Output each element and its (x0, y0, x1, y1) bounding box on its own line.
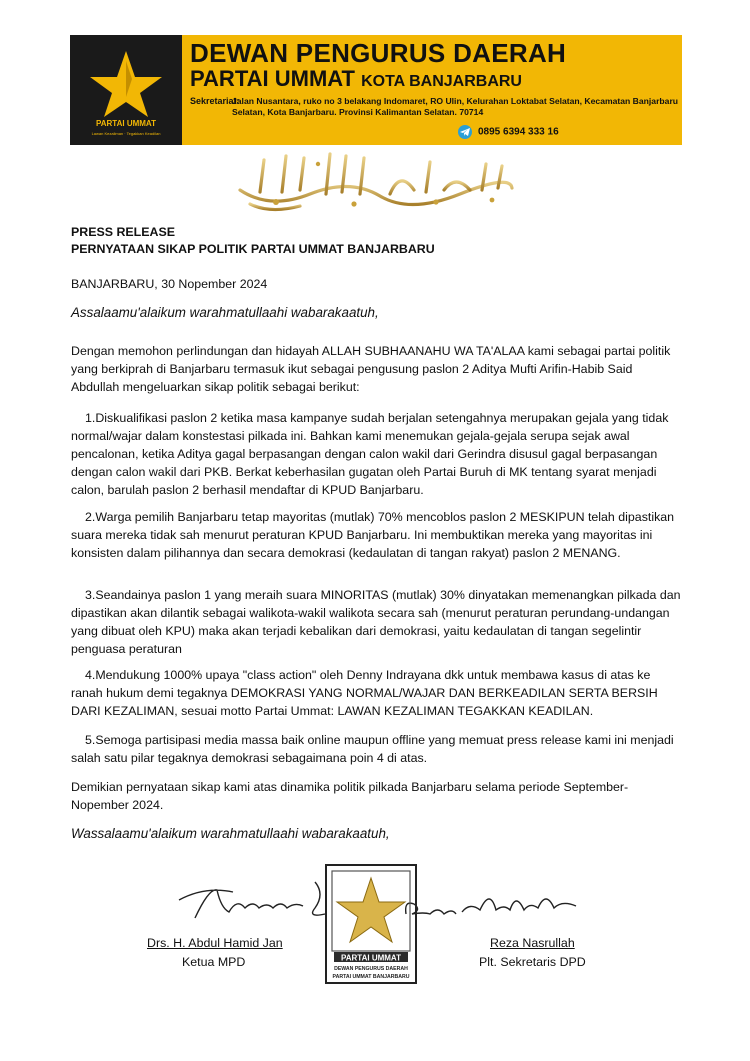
point-3: 3.Seandainya paslon 1 yang meraih suara MINORITAS (mutlak) 30% dinyatakan memenangkan pilkada dan dipastikan akan dilantik sebagai walikota-wakil walikota secara sah (menurut peraturan perundang-undangan yang dibuat oleh KPU) maka akan terjadi kebalikan dari demokrasi, yaitu kedaulatan di tangan segelintir penguasa peraturan (71, 588, 681, 656)
doc-title: PERNYATAAN SIKAP POLITIK PARTAI UMMAT BANJARBARU (71, 242, 435, 256)
intro-paragraph: Dengan memohon perlindungan dan hidayah ALLAH SUBHAANAHU WA TA'ALAA kami sebagai partai politik yang berkiprah di Banjarbaru termasuk ikut sebagai pengusung paslon 2 Aditya Mufti Arifin-Habib Said Abdullah mengeluarkan sikap politik sebagai berikut: (71, 344, 671, 394)
point-4: 4.Mendukung 1000% upaya "class action" oleh Denny Indrayana dkk untuk membawa kasus di atas ke ranah hukum demi tegaknya DEMOKRASI YANG NORMAL/WAJAR DAN BERKEADILAN SERTA BERSIH DARI KEZALIMAN, sesuai motto Partai Ummat: LAWAN KEZALIMAN TEGAKKAN KEADILAN. (71, 668, 658, 718)
sekretariat-label: Sekretariat: (190, 96, 240, 106)
place-date: BANJARBARU, 30 Nopember 2024 (71, 277, 268, 291)
stamp-line3: PARTAI UMMAT BANJARBARU (332, 974, 410, 980)
signature-right (400, 884, 585, 930)
greeting: Assalaamu'alaikum warahmatullaahi wabarakaatuh, (71, 305, 379, 320)
sekretariat-address: Jalan Nusantara, ruko no 3 belakang Indomaret, RO Ulin, Kelurahan Loktabat Selatan, Kecamatan Banjarbaru Selatan, Kota Banjarbaru. Provinsi Kalimantan Selatan. 70714 (232, 96, 679, 117)
stamp-line1: PARTAI UMMAT (341, 953, 401, 963)
star-logo-icon (88, 47, 164, 119)
point-2: 2.Warga pemilih Banjarbaru tetap mayoritas (mutlak) 70% mencoblos paslon 2 MESKIPUN telah dipastikan suara mereka tidak sah menurut peraturan KPUD Banjarbaru. Ini membuktikan mereka yang mayoritas ini konsisten dalam pilihannya dan secara demokrasi (kedaulatan di tangan rakyat) paslon 2 MENANG. (71, 510, 675, 560)
farewell: Wassalaamu'alaikum warahmatullaahi wabarakaatuh, (71, 826, 390, 841)
signatory-2-name: Reza Nasrullah (490, 936, 575, 950)
logo-tagline: Lawan Kezaliman · Tegakkan Keadilan (91, 131, 161, 136)
phone-number: 0895 6394 333 16 (478, 126, 559, 138)
stamp-line2: DEWAN PENGURUS DAERAH (334, 966, 408, 972)
letterhead-party: PARTAI UMMAT (190, 66, 362, 91)
logo-name: PARTAI UMMAT (96, 119, 156, 128)
closing-paragraph: Demikian pernyataan sikap kami atas dinamika politik pilkada Banjarbaru selama periode September-Nopember 2024. (71, 780, 629, 812)
signature-left (175, 878, 335, 926)
signatory-2-title: Plt. Sekretaris DPD (479, 955, 586, 969)
party-stamp (323, 862, 419, 986)
telegram-icon (458, 125, 472, 139)
signatory-1-name: Drs. H. Abdul Hamid Jan (147, 936, 283, 950)
bismillah-calligraphy (230, 150, 520, 216)
point-1: 1.Diskualifikasi paslon 2 ketika masa kampanye sudah berjalan setengahnya merupakan gejala yang tidak normal/wajar dalam konstestasi pilkada ini. Bahkan kami menemukan gejala-gejala serupa sejak awal pencalonan, ketika Aditya gagal berpasangan dengan calon wakil dari Gerindra disusul gagal berpasangan dengan calon wakil dari PKB. Berkat keberhasilan gugatan oleh Partai Buruh di MK tentang syarat menjadi calon, barulah paslon 2 berhasil mendaftar di KPUD Banjarbaru. (71, 411, 669, 497)
contact-phone (458, 125, 559, 139)
letterhead-title: DEWAN PENGURUS DAERAH (190, 38, 567, 68)
signatory-1-title: Ketua MPD (182, 955, 246, 969)
letterhead-banner (70, 35, 682, 145)
point-5: 5.Semoga partisipasi media massa baik online maupun offline yang memuat press release kami ini menjadi salah satu pilar tegaknya demokrasi sebagaimana poin 4 di atas. (71, 733, 674, 765)
letterhead-city: KOTA BANJARBARU (361, 73, 522, 90)
letterhead-subtitle (190, 66, 522, 95)
doc-label: PRESS RELEASE (71, 225, 175, 239)
party-logo (70, 35, 182, 145)
